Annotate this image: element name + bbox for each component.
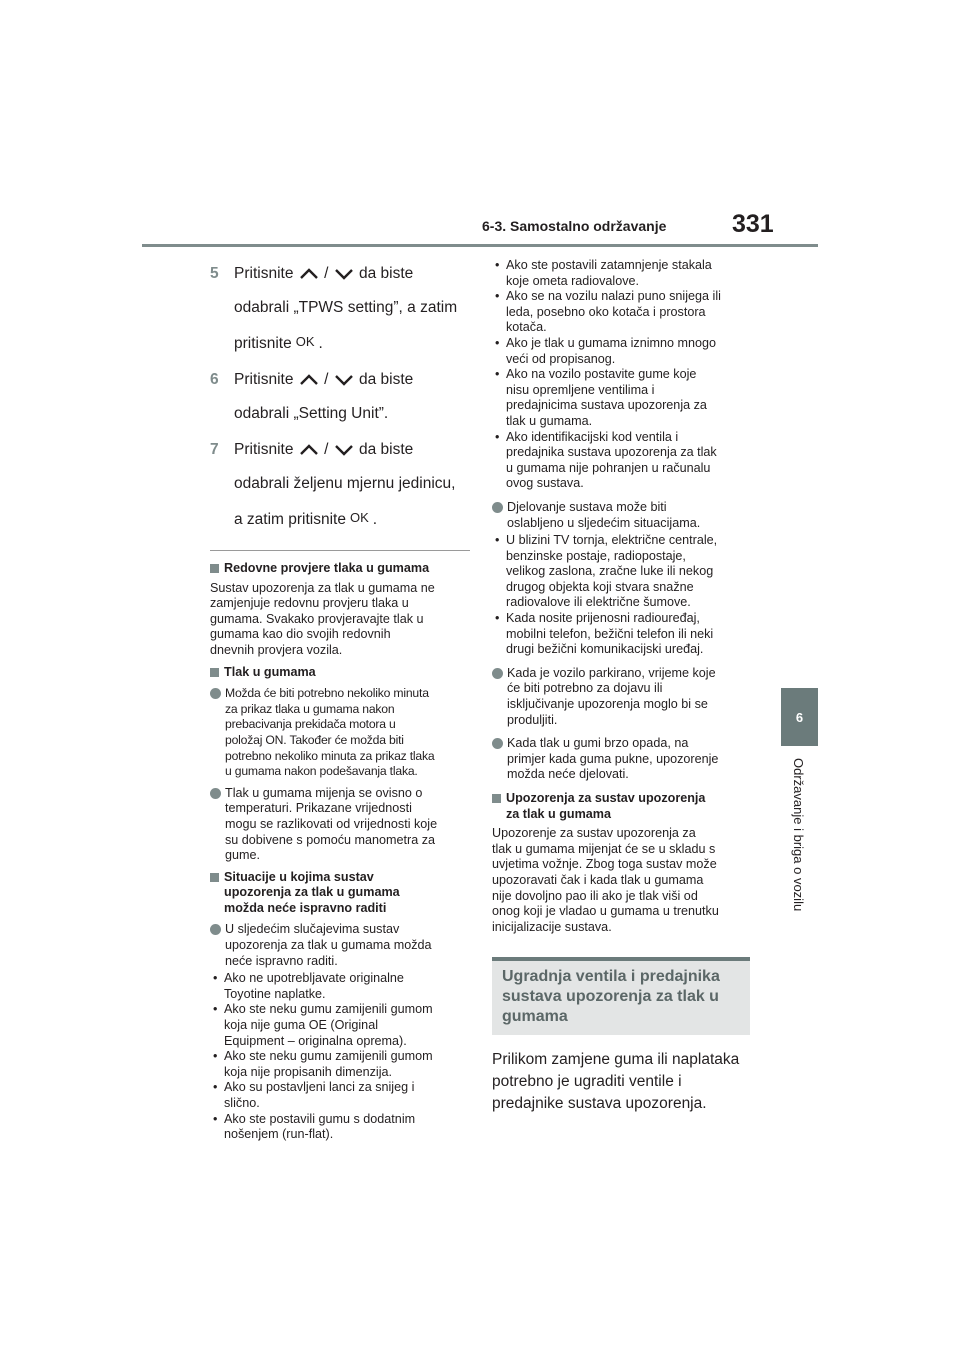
section-label: 6-3. Samostalno održavanje bbox=[482, 218, 667, 234]
step-7 bbox=[210, 438, 470, 532]
step-text: pritisnite bbox=[234, 335, 292, 352]
step-text: odabrali željenu mjernu jedinicu, bbox=[234, 475, 456, 492]
text-line: Ako ste neku gumu zamijenili gumom bbox=[224, 1049, 433, 1064]
text-line: gumama kao dio svojih redovnih bbox=[210, 627, 391, 642]
chapter-title-text: Održavanje i briga o vozilu bbox=[791, 758, 806, 912]
section-divider bbox=[210, 550, 470, 551]
text-line: kotača. bbox=[506, 320, 547, 335]
step-text: . bbox=[372, 511, 378, 528]
text-line: prebacivanja prekidača motora u bbox=[225, 717, 396, 732]
text-line: potrebno nekoliko minuta za prikaz tlaka bbox=[225, 748, 435, 763]
text-line: Equipment – originalna oprema). bbox=[224, 1033, 407, 1048]
text-line: dnevnih provjera vozila. bbox=[210, 642, 343, 657]
ok-button-icon: OK bbox=[295, 334, 315, 349]
text-line: Ako su postavljeni lanci za snijeg i bbox=[224, 1080, 415, 1095]
text-line: tlak u gumama. bbox=[506, 413, 593, 428]
paragraph bbox=[210, 581, 470, 659]
heading-text: Situacije u kojima sustav bbox=[224, 869, 374, 884]
circle-bullet-icon bbox=[492, 668, 503, 679]
step-number: 5 bbox=[210, 265, 219, 282]
heading-text: sustava upozorenja za tlak u bbox=[502, 988, 719, 1006]
text-line: u gumama nije pohranjen u računalu bbox=[506, 460, 711, 475]
paragraph bbox=[492, 826, 754, 935]
text-line: predajnike sustava upozorenja. bbox=[492, 1095, 707, 1113]
step-separator: / bbox=[324, 371, 329, 388]
text-line: mogu se razlikovati od vrijednosti koje bbox=[225, 816, 438, 831]
text-line: Kada tlak u gumi brzo opada, na bbox=[507, 736, 689, 751]
step-text: da biste bbox=[359, 441, 414, 458]
list-item: • Ako ne upotrebljavate originalne Toyotine naplatke. bbox=[210, 971, 470, 1002]
chapter-number: 6 bbox=[795, 709, 804, 725]
step-text: a zatim pritisnite bbox=[234, 511, 346, 528]
text-line: primjer kada guma pukne, upozorenje bbox=[507, 751, 719, 766]
step-text: Pritisnite bbox=[234, 371, 294, 388]
step-separator: / bbox=[324, 265, 329, 282]
right-column bbox=[492, 258, 754, 1115]
left-column bbox=[210, 262, 470, 1143]
text-line: za prikaz tlaka u gumama nakon bbox=[225, 701, 395, 716]
text-line: nisu opremljene ventilima i bbox=[506, 382, 655, 397]
text-line: Djelovanje sustava može biti bbox=[507, 499, 667, 514]
text-line: Kada je vozilo parkirano, vrijeme koje bbox=[507, 665, 716, 680]
text-line: produljiti. bbox=[507, 712, 558, 727]
step-number: 6 bbox=[210, 371, 219, 388]
note-item bbox=[492, 666, 754, 728]
square-bullet-icon bbox=[492, 794, 501, 803]
text-line: isključivanje upozorenja moglo bi se bbox=[507, 697, 708, 712]
list-item: • Ako ste postavili gumu s dodatnim nošenjem (run-flat). bbox=[210, 1112, 470, 1143]
heading-text: upozorenja za tlak u gumama bbox=[224, 885, 400, 900]
text-line: gume. bbox=[225, 848, 261, 863]
text-line: velikog zaslona, zračne luke ili nekog bbox=[506, 564, 714, 579]
text-line: radiovalove ili električne šumove. bbox=[506, 595, 691, 610]
ok-button-icon: OK bbox=[349, 510, 369, 525]
text-line: Ako je tlak u gumama iznimno mnogo bbox=[506, 335, 716, 350]
text-line: inicijalizacije sustava. bbox=[492, 919, 612, 934]
text-line: U blizini TV tornja, električne centrale, bbox=[506, 533, 718, 548]
text-line: Kada nosite prijenosni radiouređaj, bbox=[506, 611, 700, 626]
text-line: leda, posebno oko kotača i prostora bbox=[506, 304, 706, 319]
chevron-down-icon bbox=[333, 373, 355, 387]
text-line: Ako ne upotrebljavate originalne bbox=[224, 971, 404, 986]
text-line: možda neće djelovati. bbox=[507, 767, 629, 782]
header-rule bbox=[142, 244, 818, 247]
text-line: Tlak u gumama mijenja se ovisno o bbox=[225, 785, 423, 800]
text-line: su dobivene s pomoću manometra za bbox=[225, 832, 436, 847]
text-line: predajnika sustava upozorenja za tlak bbox=[506, 445, 717, 460]
text-line: upozorenja za tlak u gumama možda bbox=[225, 938, 432, 953]
text-line: nije dovoljno pao ili ako je tlak viši od bbox=[492, 888, 698, 903]
text-line: Upozorenje za sustav upozorenja za bbox=[492, 826, 696, 841]
chevron-down-icon bbox=[333, 443, 355, 457]
heading-situations bbox=[210, 870, 470, 917]
text-line: upozoravati čak i kada tlak u gumama bbox=[492, 872, 704, 887]
list-item: • Ako identifikacijski kod ventila i predajnika sustava upozorenja za tlak u gumama nije pohranjen u računalu ovog sustava. bbox=[492, 430, 754, 492]
step-text: odabrali „Setting Unit”. bbox=[234, 405, 389, 422]
text-line: Ako ste postavili gumu s dodatnim bbox=[224, 1111, 416, 1126]
list-item: • Ako ste neku gumu zamijenili gumom koja nije propisanih dimenzija. bbox=[210, 1049, 470, 1080]
list-item: • Ako na vozilo postavite gume koje nisu opremljene ventilima i predajnicima sustava upozorenja za tlak u gumama. bbox=[492, 367, 754, 429]
step-text: Pritisnite bbox=[234, 441, 294, 458]
list-item: • Ako ste neku gumu zamijenili gumom koja nije guma OE (Original Equipment – originalna oprema). bbox=[210, 1002, 470, 1049]
note-item bbox=[210, 922, 470, 969]
paragraph bbox=[492, 1049, 754, 1115]
heading-warnings bbox=[492, 791, 754, 822]
section-heading-box bbox=[492, 957, 750, 1035]
text-line: Sustav upozorenja za tlak u gumama ne bbox=[210, 580, 435, 595]
heading-text: za tlak u gumama bbox=[506, 806, 611, 821]
step-separator: / bbox=[324, 441, 329, 458]
heading-text: gumama bbox=[502, 1008, 568, 1026]
page-number: 331 bbox=[732, 210, 774, 238]
chevron-up-icon bbox=[298, 267, 320, 281]
text-line: uvjetima vožnje. Zbog toga sustav može bbox=[492, 857, 717, 872]
circle-bullet-icon bbox=[492, 738, 503, 749]
step-5 bbox=[210, 262, 470, 356]
text-line: temperaturi. Prikazane vrijednosti bbox=[225, 801, 412, 816]
text-line: ovog sustava. bbox=[506, 476, 584, 491]
text-line: predajnicima sustava upozorenja za bbox=[506, 398, 707, 413]
chevron-up-icon bbox=[298, 373, 320, 387]
step-text: . bbox=[318, 335, 323, 352]
text-line: Ako na vozilo postavite gume koje bbox=[506, 367, 697, 382]
text-line: mobilni telefon, bežični telefon ili neki bbox=[506, 626, 714, 641]
text-line: potrebno je ugraditi ventile i bbox=[492, 1073, 682, 1091]
square-bullet-icon bbox=[210, 564, 219, 573]
text-line: nošenjem (run-flat). bbox=[224, 1127, 334, 1142]
note-item bbox=[210, 686, 470, 780]
list-item: • Ako ste postavili zatamnjenje stakala koje ometa radiovalove. bbox=[492, 258, 754, 289]
chevron-up-icon bbox=[298, 443, 320, 457]
text-line: gumama. Svakako provjeravajte tlak u bbox=[210, 611, 424, 626]
text-line: Ako ste postavili zatamnjenje stakala bbox=[506, 258, 712, 272]
circle-bullet-icon bbox=[210, 924, 221, 935]
chevron-down-icon bbox=[333, 267, 355, 281]
step-number: 7 bbox=[210, 441, 219, 458]
text-line: slično. bbox=[224, 1096, 260, 1110]
heading-text: Ugradnja ventila i predajnika bbox=[502, 968, 720, 986]
text-line: Prilikom zamjene guma ili naplataka bbox=[492, 1051, 740, 1069]
heading-text: Redovne provjere tlaka u gumama bbox=[224, 561, 430, 575]
heading-text: Tlak u gumama bbox=[224, 664, 316, 679]
step-text: Pritisnite bbox=[234, 265, 294, 282]
heading-regular-checks bbox=[210, 561, 470, 577]
list-item: • Ako se na vozilu nalazi puno snijega ili leda, posebno oko kotača i prostora kotača. bbox=[492, 289, 754, 336]
text-line: onog koji je vladao u gumama u trenutku bbox=[492, 904, 719, 919]
text-line: veći od propisanog. bbox=[506, 351, 616, 366]
text-line: koje ometa radiovalove. bbox=[506, 273, 640, 288]
chapter-title bbox=[781, 758, 818, 968]
text-line: koja nije propisanih dimenzija. bbox=[224, 1064, 393, 1079]
chapter-tab bbox=[781, 688, 818, 746]
list-item: • Kada nosite prijenosni radiouređaj, mobilni telefon, bežični telefon ili neki drugi bežični komunikacijski uređaj. bbox=[492, 611, 754, 658]
text-line: u gumama nakon podešavanja tlaka. bbox=[225, 764, 418, 779]
text-line: drugi bežični komunikacijski uređaj. bbox=[506, 642, 704, 657]
text-line: benzinske postaje, radiopostaje, bbox=[506, 548, 686, 563]
heading-text: možda neće ispravno raditi bbox=[224, 900, 387, 915]
text-line: položaj ON. Također će možda biti bbox=[225, 732, 404, 747]
text-line: Možda će biti potrebno nekoliko minuta bbox=[225, 686, 429, 701]
text-line: neće ispravno raditi. bbox=[225, 953, 338, 968]
list-item: • U blizini TV tornja, električne centrale, benzinske postaje, radiopostaje, velikog zaslona, zračne luke ili nekog drugog objekta koji stvara snažne radiovalove ili električne šumove. bbox=[492, 533, 754, 611]
text-line: koja nije guma OE (Original bbox=[224, 1018, 378, 1033]
step-text: da biste bbox=[359, 265, 414, 282]
text-line: Toyotine naplatke. bbox=[224, 986, 326, 1001]
note-item bbox=[492, 500, 754, 531]
circle-bullet-icon bbox=[210, 688, 221, 699]
text-line: drugog objekta koji stvara snažne bbox=[506, 579, 694, 594]
heading-tire-pressure bbox=[210, 665, 470, 681]
heading-text: Upozorenja za sustav upozorenja bbox=[506, 791, 706, 805]
text-line: tlak u gumama mijenjat će se u skladu s bbox=[492, 841, 716, 856]
list-item: • Ako je tlak u gumama iznimno mnogo veći od propisanog. bbox=[492, 336, 754, 367]
square-bullet-icon bbox=[210, 873, 219, 882]
text-line: Ako ste neku gumu zamijenili gumom bbox=[224, 1002, 433, 1017]
circle-bullet-icon bbox=[210, 788, 221, 799]
text-line: će biti potrebno za dojavu ili bbox=[507, 681, 663, 696]
text-line: U sljedećim slučajevima sustav bbox=[225, 922, 400, 937]
text-line: Ako identifikacijski kod ventila i bbox=[506, 429, 679, 444]
note-item bbox=[492, 736, 754, 783]
step-text: odabrali „TPWS setting”, a zatim bbox=[234, 299, 458, 316]
step-6 bbox=[210, 368, 470, 426]
text-line: zamjenjuje redovnu provjeru tlaka u bbox=[210, 596, 409, 611]
step-text: da biste bbox=[359, 371, 414, 388]
text-line: oslabljeno u sljedećim situacijama. bbox=[507, 515, 701, 530]
square-bullet-icon bbox=[210, 668, 219, 677]
note-item bbox=[210, 786, 470, 864]
text-line: Ako se na vozilu nalazi puno snijega ili bbox=[506, 289, 721, 304]
list-item: • Ako su postavljeni lanci za snijeg i slično. bbox=[210, 1080, 470, 1111]
circle-bullet-icon bbox=[492, 502, 503, 513]
